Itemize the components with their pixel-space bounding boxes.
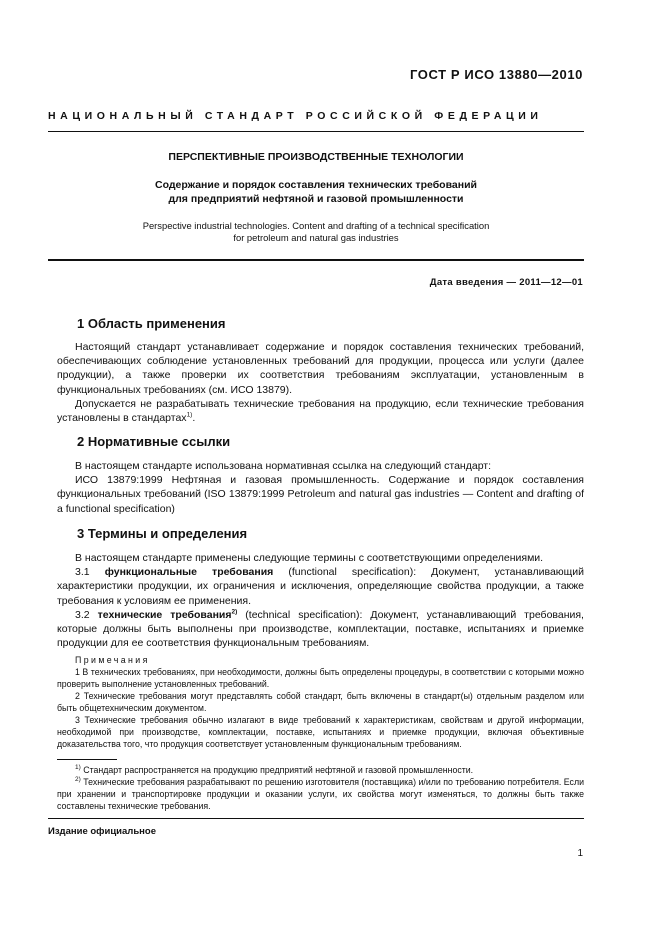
footer-rule <box>48 818 584 819</box>
note-3: 3 Технические требования обычно излагают в виде требований к характеристикам, свойствам и другой информации, необходимой при производстве, комплектации, поставке, испытаниях и приемке продукции, включая объективные доказательства того, что продукция соответствует установленным функциональным требованиям. <box>57 715 584 749</box>
footnote-ref-2: 2) <box>231 608 238 616</box>
footnote-2-mark: 2) <box>75 776 81 784</box>
title-sub-line1: Содержание и порядок составления технических требований <box>155 179 477 191</box>
footnote-2 <box>57 776 584 812</box>
page-number: 1 <box>577 848 583 859</box>
title-sub-line2: для предприятий нефтяной и газовой промышленности <box>168 193 464 205</box>
footnote-2-text: Технические требования разрабатывают по решению изготовителя (поставщика) и/или по требованию потребителя. Если при хранении и транспортировке продукции и оказании услуги, их свойства могут изменяться, то должны быть также составлены технические требования. <box>57 777 584 811</box>
section-1-paragraph-2-text: Допускается не разрабатывать технические требования на продукцию, если технические требования установлены в стандартах <box>57 397 584 425</box>
section-1-paragraph-1: Настоящий стандарт устанавливает содержание и порядок составления технических требований, обеспечивающих соблюдение установленных требований для продукции, процесса или услуги (далее продукции), а также проверки их соответствия требованиям эксплуатации, установленным в функциональных требованиях (см. ИСО 13879). <box>57 341 584 396</box>
title-main: ПЕРСПЕКТИВНЫЕ ПРОИЗВОДСТВЕННЫЕ ТЕХНОЛОГИИ <box>168 151 464 163</box>
note-2: 2 Технические требования могут представлять собой стандарт, быть включены в стандарт(ы) отдельным разделом или быть общетехническим документом. <box>57 691 584 713</box>
note-1: 1 В технических требованиях, при необходимости, должны быть определены процедуры, в соответствии с которыми можно проверить выполнение установленных требований. <box>57 667 584 689</box>
term-3-2-definition: (technical specification): Документ, устанавливающий требования, которые должны быть выполнены при производстве, комплектации, поставке, испытаниях и приемке продукции для ее соответствия функциональным требованиям. <box>57 608 584 650</box>
notes-label: Примечания <box>75 655 150 665</box>
section-1-paragraph-2-end: . <box>192 412 196 425</box>
section-2-body <box>57 459 584 516</box>
title-english-line1: Perspective industrial technologies. Content and drafting of a technical specification <box>142 220 490 231</box>
term-3-1-name: функциональные требования <box>104 566 274 579</box>
footnote-ref-1: 1) <box>186 411 193 419</box>
section-2-paragraph-2: ИСО 13879:1999 Нефтяная и газовая промышленность. Содержание и порядок составления функциональных требований (ISO 13879:1999 Petroleum and natural gas industries — Content and drafting of a functional specification) <box>57 474 584 515</box>
title-rule <box>48 259 584 261</box>
section-3-body <box>57 551 584 650</box>
section-3-paragraph-1: В настоящем стандарте применены следующие термины с соответствующими определениями. <box>75 552 544 564</box>
notes-block <box>57 654 584 750</box>
footnote-1-text: Стандарт распространяется на продукцию предприятий нефтяной и газовой промышленности. <box>83 765 474 775</box>
term-3-1-definition: (functional specification): Документ, устанавливающий характеристики продукции, их ограничения и исключения, определяющие свойства продукции, а также требования к условиям ее применения. <box>57 566 585 607</box>
title-sub <box>48 178 584 206</box>
term-3-1 <box>57 565 584 608</box>
term-3-2 <box>57 608 584 651</box>
term-3-2-name: технические требования <box>97 608 232 621</box>
section-2-heading: 2 Нормативные ссылки <box>77 434 231 449</box>
section-3-heading: 3 Термины и определения <box>77 526 248 541</box>
standard-id: ГОСТ Р ИСО 13880—2010 <box>409 67 583 82</box>
footnote-1-mark: 1) <box>75 764 81 772</box>
section-1-body <box>57 340 584 425</box>
term-3-1-number: 3.1 <box>75 566 90 579</box>
footnote-rule <box>57 759 117 760</box>
title-english-line2: for petroleum and natural gas industries <box>233 232 399 243</box>
term-3-2-number: 3.2 <box>75 608 90 621</box>
section-2-paragraph-1: В настоящем стандарте использована нормативная ссылка на следующий стандарт: <box>75 460 492 472</box>
introduction-date: Дата введения — 2011—12—01 <box>429 277 583 288</box>
section-1-paragraph-2 <box>57 397 584 425</box>
official-edition-label: Издание официальное <box>48 826 156 837</box>
footnotes-block <box>57 764 584 812</box>
section-1-heading: 1 Область применения <box>77 316 226 331</box>
footnote-1 <box>57 764 584 776</box>
title-english <box>48 220 584 244</box>
national-standard-title: НАЦИОНАЛЬНЫЙ СТАНДАРТ РОССИЙСКОЙ ФЕДЕРАЦИИ <box>48 110 543 122</box>
header-rule <box>48 131 584 132</box>
